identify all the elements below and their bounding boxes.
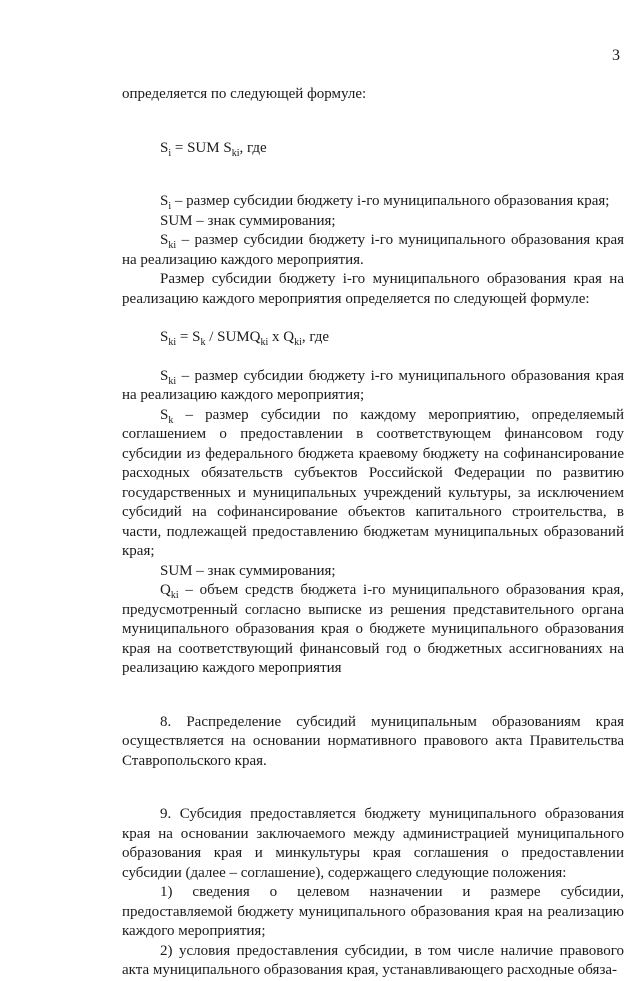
document-body	[122, 85, 624, 981]
formula-total-subsidy: $S_i$ = SUM $S_{ki}$, где	[160, 139, 267, 159]
definition-si: $S_i$ – размер субсидии бюджету i-го муниципального образования края;	[160, 193, 610, 212]
intro-line: определяется по следующей формуле:	[122, 86, 367, 102]
paragraph-subsidy-size: Размер субсидии бюджету i-го муниципального образования края на реализацию каждого мероприятия определяется по следующей формуле:	[122, 271, 624, 307]
definition2-ski: $S_{ki}$ – размер субсидии бюджету i-го муниципального образования края на реализацию каждого мероприятия;	[122, 367, 624, 403]
formula-event-subsidy: $S_{ki} = S_k$ / $SUMQ_{ki}$ x $Q_{ki}$, где	[160, 329, 330, 348]
definition-sum: SUM – знак суммирования;	[160, 212, 336, 229]
definition2-qki: $Q_{ki}$ – объем средств бюджета i-го муниципального образования края, предусмотренный согласно выписке из решения представительного органа муниципального образования края о бюджете муниципального образования края на соответствующий финансовый год о бюджетных ассигнованиях на реализацию каждого мероприятия	[122, 582, 624, 676]
definition2-sum: SUM – знак суммирования;	[160, 562, 336, 579]
item-8: 8. Распределение субсидий муниципальным образованиям края осуществляется на основании нормативного правового акта Правительства Ставропольского края.	[122, 713, 624, 769]
definition-ski: $S_{ki}$ – размер субсидии бюджету i-го муниципального образования края на реализацию каждого мероприятия.	[122, 232, 624, 268]
item-9-2: 2) условия предоставления субсидии, в том числе наличие правового акта муниципального образования края, устанавливающего расходные обяза-	[122, 942, 624, 978]
page-number: 3	[612, 47, 620, 64]
definition2-sk: $S_k$ – размер субсидии по каждому мероприятию, определяемый соглашением о предоставлении в соответствующем финансовом году субсидии из федерального бюджета краевому бюджету на софинансирование расходных обязательств субъектов Российской Федерации по развитию государственных и муниципальных учреждений культуры, за исключением субсидий на софинансирование объектов капитального строительства, в части, подлежащей предоставлению бюджетам муниципальных образований края;	[122, 406, 624, 559]
item-9-1: 1) сведения о целевом назначении и размере субсидии, предоставляемой бюджету муниципального образования края на реализацию каждого мероприятия;	[122, 884, 624, 939]
item-9: 9. Субсидия предоставляется бюджету муниципального образования края на основании заключаемого между администрацией муниципального образования края и минкультуры края соглашения о предоставлении субсидии (далее – соглашение), содержащего следующие положения:	[122, 806, 624, 881]
